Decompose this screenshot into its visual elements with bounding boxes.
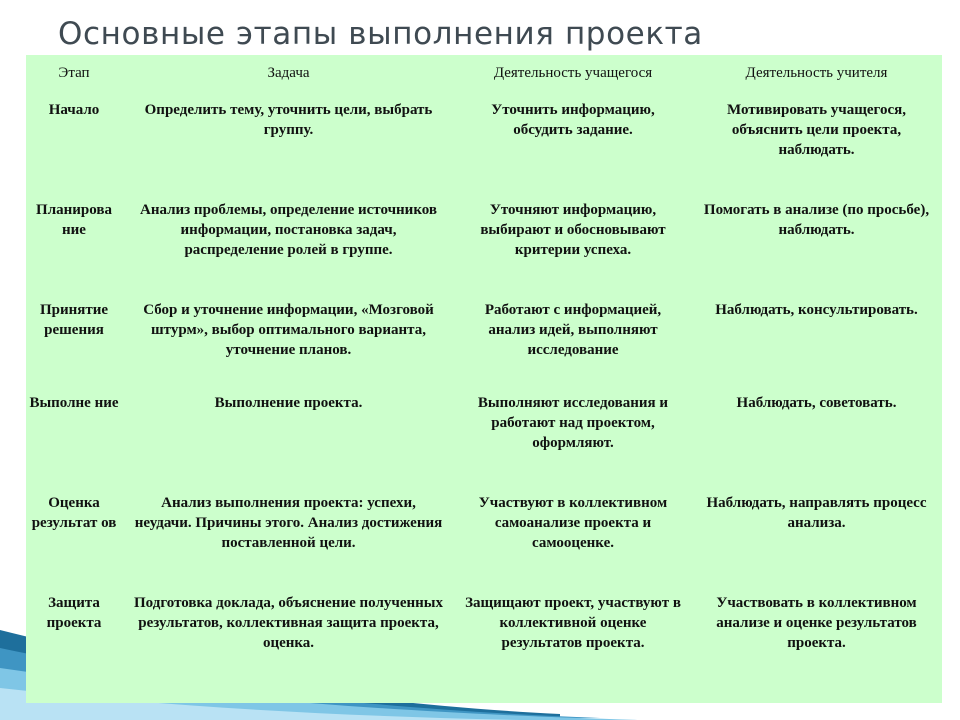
stage-cell: Планирова ние bbox=[36, 202, 112, 238]
table-row bbox=[26, 586, 942, 686]
student-activity-cell: Участвуют в коллективном самоанализе проекта и самооценке. bbox=[478, 495, 668, 551]
teacher-activity-cell: Помогать в анализе (по просьбе), наблюдать. bbox=[703, 202, 930, 238]
task-cell: Анализ проблемы, определение источников информации, постановка задач, распределение ролей в группе. bbox=[139, 202, 437, 258]
teacher-activity-cell: Наблюдать, направлять процесс анализа. bbox=[706, 495, 927, 531]
table-row bbox=[26, 293, 942, 386]
header-student-activity: Деятельность учащегося bbox=[493, 65, 653, 81]
stage-cell: Начало bbox=[48, 102, 100, 118]
task-cell: Определить тему, уточнить цели, выбрать группу. bbox=[144, 102, 433, 138]
task-cell: Подготовка доклада, объяснение полученных результатов, коллективная защита проекта, оценка. bbox=[134, 595, 443, 651]
teacher-activity-cell: Наблюдать, советовать. bbox=[736, 395, 897, 411]
table-row bbox=[26, 193, 942, 293]
student-activity-cell: Защищают проект, участвуют в коллективной оценке результатов проекта. bbox=[465, 595, 681, 651]
task-cell: Выполнение проекта. bbox=[214, 395, 363, 411]
student-activity-cell: Работают с информацией, анализ идей, выполняют исследование bbox=[484, 302, 662, 358]
page-title: Основные этапы выполнения проекта bbox=[58, 16, 703, 52]
task-cell: Сбор и уточнение информации, «Мозговой штурм», выбор оптимального варианта, уточнение планов. bbox=[143, 302, 434, 358]
header-task: Задача bbox=[267, 65, 310, 81]
student-activity-cell: Выполняют исследования и работают над проектом, оформляют. bbox=[477, 395, 669, 451]
header-stage: Этап bbox=[58, 65, 90, 81]
task-cell: Анализ выполнения проекта: успехи, неудачи. Причины этого. Анализ достижения поставленной цели. bbox=[134, 495, 443, 551]
teacher-activity-cell: Участвовать в коллективном анализе и оценке результатов проекта. bbox=[716, 595, 917, 651]
stage-cell: Защита проекта bbox=[46, 595, 102, 631]
table-row bbox=[26, 386, 942, 486]
table-row bbox=[26, 486, 942, 586]
teacher-activity-cell: Мотивировать учащегося, объяснить цели проекта, наблюдать. bbox=[727, 102, 906, 158]
stage-cell: Выполне ние bbox=[29, 395, 119, 411]
project-stages-table bbox=[26, 55, 942, 686]
student-activity-cell: Уточняют информацию, выбирают и обосновывают критерии успеха. bbox=[480, 202, 666, 258]
header-teacher-activity: Деятельность учителя bbox=[745, 65, 888, 81]
stage-cell: Принятие решения bbox=[39, 302, 109, 338]
stages-table-panel bbox=[26, 55, 942, 703]
table-header-row bbox=[26, 55, 942, 93]
teacher-activity-cell: Наблюдать, консультировать. bbox=[715, 302, 918, 318]
student-activity-cell: Уточнить информацию, обсудить задание. bbox=[491, 102, 655, 138]
stage-cell: Оценка результат ов bbox=[31, 495, 117, 531]
table-row bbox=[26, 93, 942, 193]
